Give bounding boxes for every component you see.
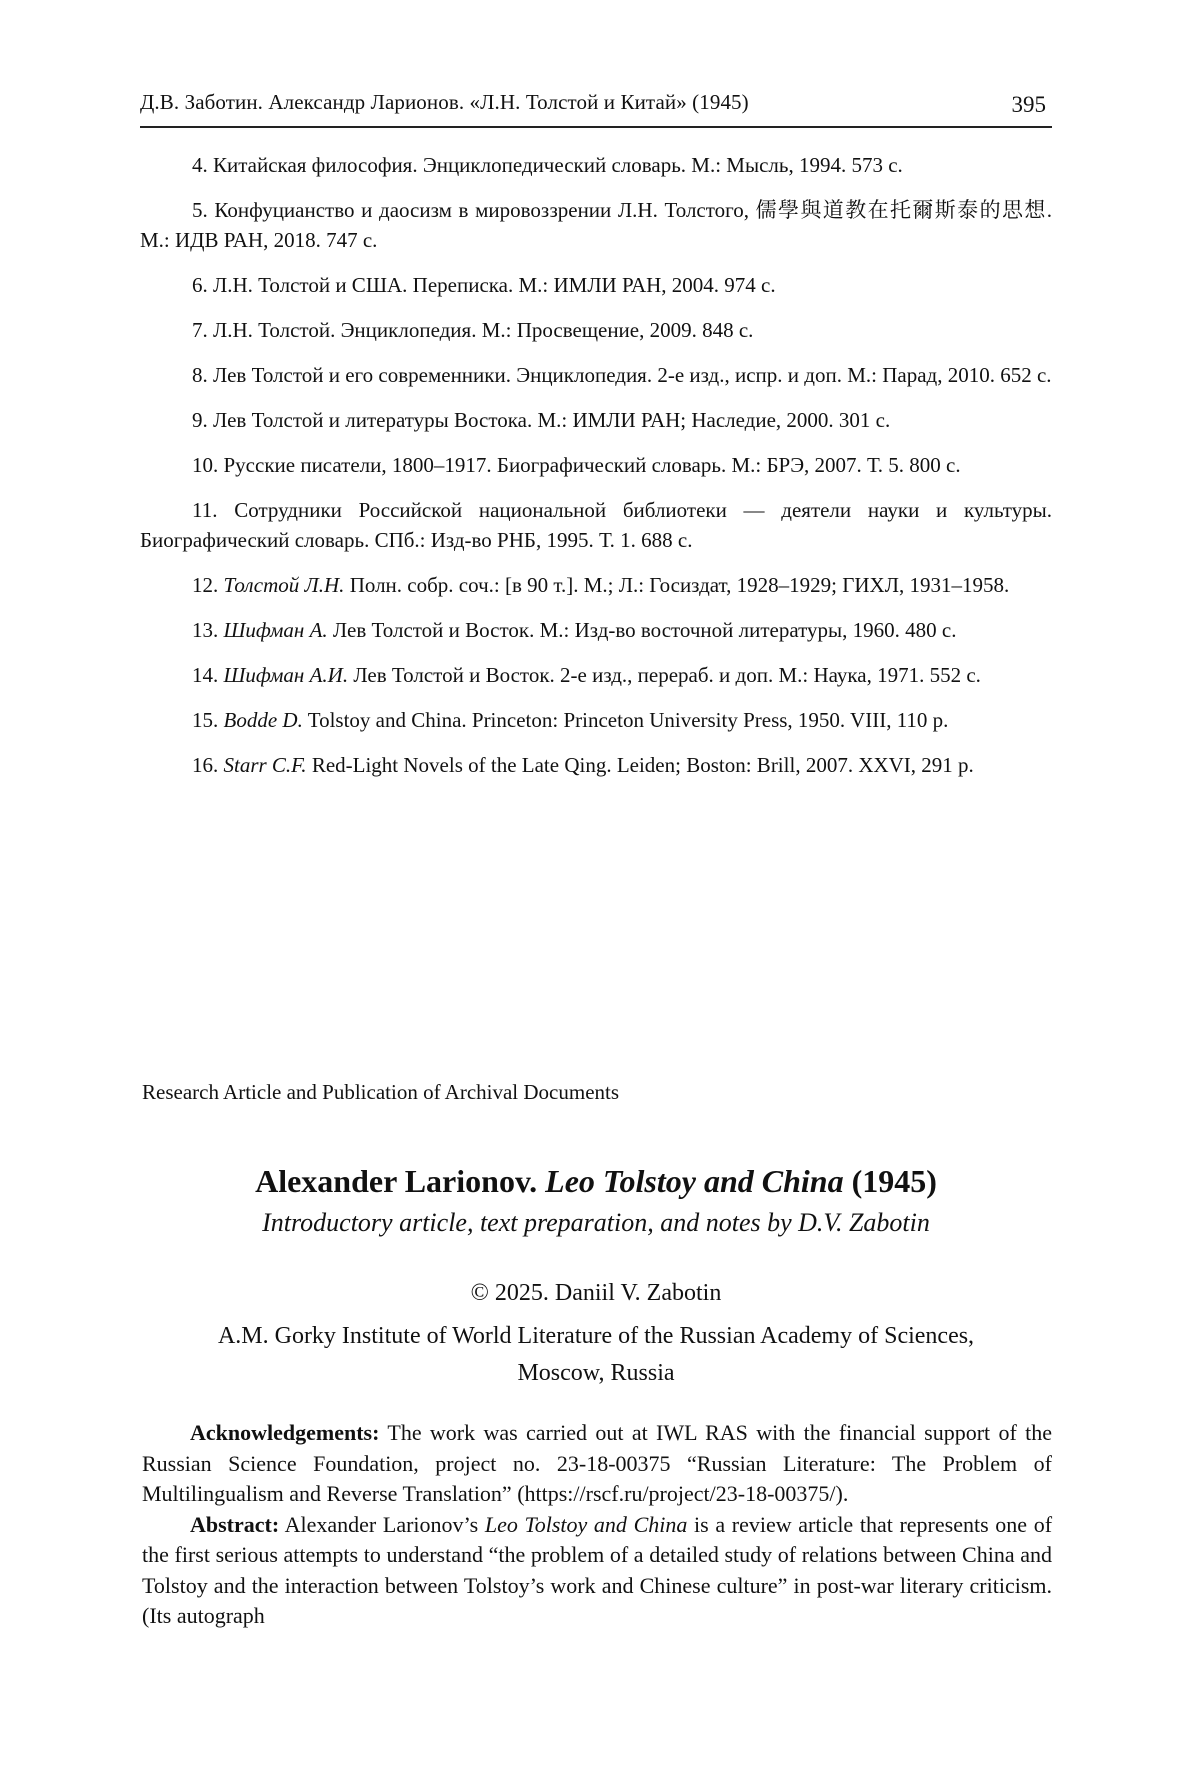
reference-text: Лев Толстой и его современники. Энциклопедия. 2-е изд., испр. и доп. М.: Парад, 2010. 652 с.: [213, 363, 1052, 387]
article-title: [140, 1163, 1052, 1200]
reference-text: Лев Толстой и Восток. М.: Изд-во восточной литературы, 1960. 480 с.: [332, 618, 957, 642]
article-body: [142, 1418, 1052, 1632]
title-author: Alexander Larionov.: [255, 1163, 538, 1199]
reference-author: Шифман А.: [223, 618, 328, 642]
reference-item: [140, 405, 1052, 435]
reference-number: 8.: [192, 363, 208, 387]
reference-list: [140, 150, 1052, 795]
reference-number: 12.: [192, 573, 219, 597]
reference-item: [140, 315, 1052, 345]
article-subtitle: Introductory article, text preparation, and notes by D.V. Zabotin: [262, 1208, 930, 1237]
reference-text: Конфуцианство и даосизм в мировоззрении Л.Н. Толстого, 儒學與道教在托爾斯泰的思想. М.: ИДВ РАН, 2018. 747 с.: [140, 198, 1052, 252]
title-year: (1945): [851, 1163, 937, 1199]
reference-number: 16.: [192, 753, 219, 777]
reference-number: 15.: [192, 708, 219, 732]
affiliation-line-2: Moscow, Russia: [517, 1360, 675, 1386]
reference-author: Толстой Л.Н.: [223, 573, 345, 597]
reference-text: Китайская философия. Энциклопедический словарь. М.: Мысль, 1994. 573 с.: [213, 153, 903, 177]
reference-text: Сотрудники Российской национальной библиотеки — деятели науки и культуры. Биографический словарь. СПб.: Изд-во РНБ, 1995. Т. 1. 688 с.: [140, 498, 1052, 552]
reference-item: [140, 150, 1052, 180]
reference-number: 4.: [192, 153, 208, 177]
copyright-line: © 2025. Daniil V. Zabotin: [470, 1280, 722, 1306]
reference-text: Русские писатели, 1800–1917. Биографический словарь. М.: БРЭ, 2007. Т. 5. 800 с.: [223, 453, 961, 477]
reference-item: [140, 615, 1052, 645]
acknowledgements-text: The work was carried out at IWL RAS with the financial support of the Russian Science Foundation, project no. 23-18-00375 “Russian Literature: The Problem of Multilingualism and Reverse Translation” (https://rscf.ru/project/23-18-00375/).: [142, 1420, 1052, 1506]
acknowledgements-label: Acknowledgements:: [190, 1420, 380, 1445]
reference-text: Лев Толстой и литературы Востока. М.: ИМЛИ РАН; Наследие, 2000. 301 с.: [213, 408, 891, 432]
reference-text: Л.Н. Толстой и США. Переписка. М.: ИМЛИ РАН, 2004. 974 с.: [213, 273, 776, 297]
affiliation-line-1: A.M. Gorky Institute of World Literature of the Russian Academy of Sciences,: [217, 1323, 975, 1349]
acknowledgements-paragraph: [142, 1418, 1052, 1510]
abstract-paragraph: [142, 1510, 1052, 1632]
title-work: Leo Tolstoy and China: [545, 1163, 844, 1199]
abstract-label: Abstract:: [190, 1511, 280, 1537]
reference-author: Starr C.F.: [223, 753, 307, 777]
reference-text: Red-Light Novels of the Late Qing. Leiden; Boston: Brill, 2007. XXVI, 291 p.: [311, 753, 974, 777]
reference-item: [140, 495, 1052, 555]
reference-item: [140, 705, 1052, 735]
reference-item: [140, 360, 1052, 390]
reference-item: [140, 195, 1052, 255]
abstract-text-before: Alexander Larionov’s: [284, 1511, 479, 1537]
reference-item: [140, 450, 1052, 480]
abstract-text-after: is a review article that represents one of the first serious attempts to understand “the problem of a detailed study of relations between China and Tolstoy and the interaction between Tolstoy’s work and Chinese culture” in post-war literary criticism. (Its autograph: [142, 1511, 1053, 1628]
reference-number: 13.: [192, 618, 219, 642]
reference-text: Л.Н. Толстой. Энциклопедия. М.: Просвещение, 2009. 848 с.: [213, 318, 754, 342]
reference-number: 5.: [192, 198, 208, 222]
section-label: Research Article and Publication of Archival Documents: [142, 1080, 620, 1104]
reference-number: 6.: [192, 273, 208, 297]
abstract-title-italic: Leo Tolstoy and China: [484, 1511, 688, 1537]
reference-number: 10.: [192, 453, 219, 477]
reference-author: Bodde D.: [223, 708, 303, 732]
reference-item: [140, 750, 1052, 780]
reference-author: Шифман А.И.: [223, 663, 349, 687]
reference-item: [140, 570, 1052, 600]
running-title: Д.В. Заботин. Александр Ларионов. «Л.Н. Толстой и Китай» (1945): [140, 90, 749, 114]
reference-number: 14.: [192, 663, 219, 687]
reference-number: 11.: [192, 498, 218, 522]
reference-text: Tolstoy and China. Princeton: Princeton University Press, 1950. VIII, 110 p.: [307, 708, 949, 732]
reference-text: Лев Толстой и Восток. 2-е изд., перераб. и доп. М.: Наука, 1971. 552 с.: [353, 663, 981, 687]
reference-number: 9.: [192, 408, 208, 432]
affiliation: [140, 1318, 1052, 1392]
page-number: 395: [1011, 92, 1046, 117]
reference-item: [140, 660, 1052, 690]
reference-item: [140, 270, 1052, 300]
reference-number: 7.: [192, 318, 208, 342]
reference-text: Полн. собр. соч.: [в 90 т.]. М.; Л.: Госиздат, 1928–1929; ГИХЛ, 1931–1958.: [349, 573, 1010, 597]
running-header: [140, 90, 1052, 128]
